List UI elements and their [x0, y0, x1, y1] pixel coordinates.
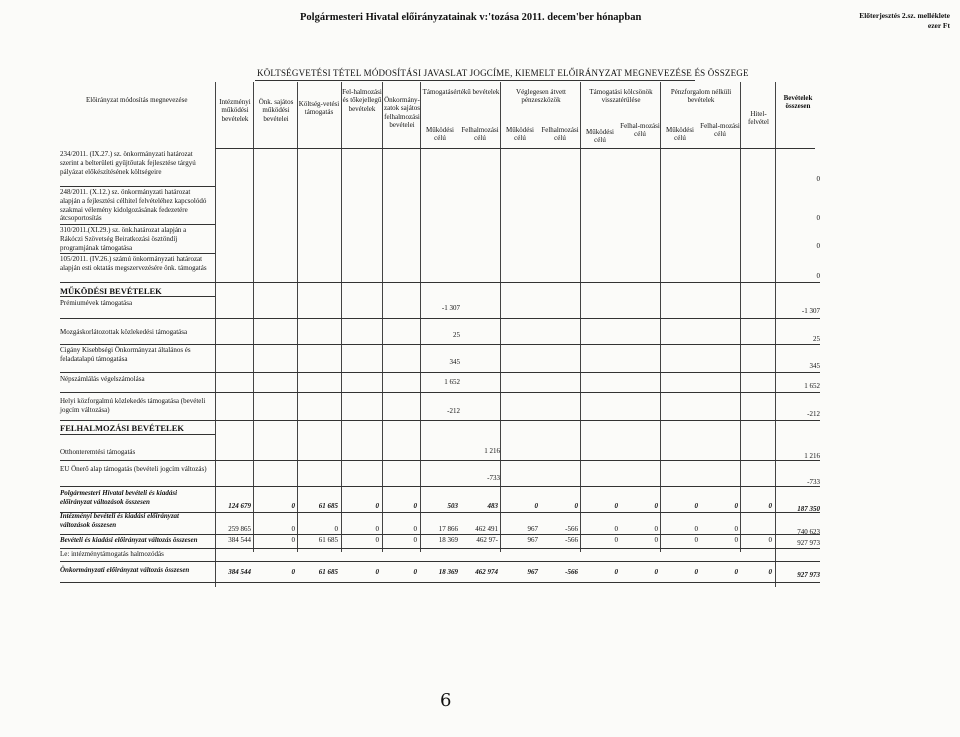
row-rule — [60, 392, 820, 393]
col-header-desc: Előirányzat módosítás megnevezése — [86, 96, 188, 104]
row-label: 248/2011. (X.12.) sz. önkormányzati határozat alapján a fejlesztési célhitel felvételéhez kapcsolódó szakmai vélemény kidolgozásának fedezetére átcsoportosítás — [60, 188, 207, 223]
row-value: 25 — [453, 331, 460, 339]
col-group-penzforgalom: Pénzforgalom nélküli bevételek — [670, 88, 732, 105]
row-rule — [60, 561, 820, 562]
row-rule — [60, 372, 820, 373]
row-value: 61 685 — [318, 536, 338, 544]
row-value: 0 — [614, 502, 618, 510]
row-rule — [60, 582, 820, 583]
row-value: 967 — [527, 525, 538, 533]
row-value: 0 — [291, 536, 295, 544]
row-label: 310/2011.(XI.29.) sz. önk.határozat alapján a Rákóczi Szövetség Beiratkozási ösztöndíj programjának támogatása — [60, 226, 187, 252]
row-value: -1 307 — [441, 304, 460, 312]
row-value: 0 — [694, 536, 698, 544]
row-total: 0 — [816, 242, 820, 250]
row-value: 0 — [654, 525, 658, 533]
section-heading: MŰKÖDÉSI BEVÉTELEK — [60, 286, 162, 296]
row-label: Cigány Kisebbségi Önkormányzat általános és feladatalapú támogatása — [60, 346, 191, 363]
row-total: 1 216 — [804, 452, 820, 460]
row-value: 259 865 — [228, 525, 251, 533]
row-value: 0 — [375, 502, 379, 510]
row-label: Önkormányzati előirányzat változás összesen — [60, 566, 190, 574]
row-value: 0 — [574, 502, 578, 510]
row-rule — [60, 420, 820, 421]
col-group-tamogatasi-kolcsonok: Támogatási kölcsönök visszatérülése — [589, 88, 653, 105]
row-total: 0 — [816, 214, 820, 222]
row-total: 345 — [809, 362, 820, 370]
row-value: 0 — [694, 525, 698, 533]
row-label: Le: intézménytámogatás halmozódás — [60, 550, 164, 558]
sub-header-mukodesi: Működési célú — [666, 126, 694, 143]
col-header-intezmenyi: Intézményi működési bevételek — [219, 98, 251, 123]
col-header-koltsegvetesi: Költség-vetési támogatás — [298, 100, 340, 117]
col-divider — [420, 82, 421, 552]
row-value: 0 — [375, 525, 379, 533]
row-value: 0 — [413, 536, 417, 544]
row-label: 105/2011. (IV.26.) számú önkormányzati határozat alapján esti oktatás megszervezésére önk. támogatás — [60, 255, 207, 272]
col-divider — [500, 82, 501, 552]
col-group-veglegesen: Véglegesen átvett pénzeszközök — [516, 88, 566, 105]
row-label: 234/2011. (IX.27.) sz. önkormányzati határozat szerint a belterületi gyűjtőutak fejlesztése tárgyú pályázat előkészítésének költségeire — [60, 150, 196, 176]
row-value: 967 — [527, 536, 538, 544]
col-divider — [297, 82, 298, 552]
row-value: 0 — [413, 502, 417, 510]
col-header-total: Bevételek összesen — [783, 94, 813, 111]
row-value: 0 — [654, 568, 658, 576]
row-total: -733 — [807, 478, 820, 486]
sub-header-mukodesi: Működési célú — [426, 126, 454, 143]
row-total: -1 307 — [801, 307, 820, 315]
header-bottom-rule — [215, 148, 815, 149]
row-rule — [60, 282, 820, 283]
row-value: 17 866 — [438, 525, 458, 533]
row-value: 0 — [375, 536, 379, 544]
row-label: Prémiumévek támogatása — [60, 299, 133, 307]
col-header-onkormanyzatok: Önkormány-zatok sajátos felhalmozási bevételei — [384, 96, 420, 130]
row-rule — [60, 253, 215, 254]
row-value: 124 679 — [228, 502, 251, 510]
row-total: 740 623 — [797, 528, 820, 536]
row-value: 967 — [527, 568, 538, 576]
page-number: 6 — [440, 690, 452, 711]
row-label: Otthonteremtési támogatás — [60, 448, 136, 456]
row-value: 0 — [291, 525, 295, 533]
row-label: EU Önerő alap támogatás (bevételi jogcím változás) — [60, 465, 207, 473]
row-value: 462 97- — [476, 536, 498, 544]
unit-label: ezer Ft — [927, 21, 950, 31]
row-label: Intézményi bevételi és kiadási előirányzat változások összesen — [60, 512, 179, 529]
row-label: Polgármesteri Hivatal bevételi és kiadási előirányzat változások összesen — [60, 489, 178, 506]
reference-note — [859, 11, 950, 31]
row-value: 483 — [487, 502, 498, 510]
row-value: 0 — [413, 568, 417, 576]
col-group-tamogatasertek: Támogatásértékű bevételek — [422, 88, 500, 96]
row-value: 0 — [614, 536, 618, 544]
row-value: 384 544 — [228, 536, 251, 544]
row-value: 61 685 — [318, 568, 338, 576]
row-label: Népszámlálás végelszámolása — [60, 375, 145, 383]
row-rule — [60, 460, 820, 461]
row-total: 0 — [816, 175, 820, 183]
row-value: 0 — [291, 568, 295, 576]
row-rule — [60, 344, 820, 345]
col-divider — [740, 82, 741, 552]
sub-header-felhal: Felhal-mozási célú — [620, 122, 660, 139]
col-divider — [341, 82, 342, 552]
row-value: 345 — [449, 358, 460, 366]
row-total: 25 — [813, 335, 820, 343]
col-divider — [660, 82, 661, 552]
row-value: 0 — [614, 568, 618, 576]
document-title: Polgármesteri Hivatal előirányzatainak v:'tozása 2011. decem'ber hónapban — [300, 12, 642, 23]
row-value: 61 685 — [318, 502, 338, 510]
row-value: 0 — [614, 525, 618, 533]
row-value: 384 544 — [228, 568, 251, 576]
row-value: 0 — [654, 536, 658, 544]
row-value: 0 — [734, 502, 738, 510]
row-total: 1 652 — [804, 382, 820, 390]
row-total: 187 350 — [797, 505, 820, 513]
col-header-felhalmozasi: Fel-halmozási és tőkejellegű bevételek — [342, 88, 382, 113]
row-total: -212 — [807, 410, 820, 418]
row-rule — [60, 224, 215, 225]
row-value: 1 652 — [444, 378, 460, 386]
sub-header-mukodesi: Működési célú — [586, 128, 614, 145]
row-rule — [60, 186, 215, 187]
row-value: 1 216 — [484, 447, 500, 455]
row-value: 503 — [447, 502, 458, 510]
sub-header-felhalmozasi: Felhalmozási célú — [461, 126, 499, 143]
sub-header-mukodesi: Működési célú — [506, 126, 534, 143]
row-value: 0 — [768, 568, 772, 576]
row-value: 462 491 — [475, 525, 498, 533]
row-value: 0 — [694, 568, 698, 576]
table-banner: KÖLTSÉGVETÉSI TÉTEL MÓDOSÍTÁSI JAVASLAT JOGCÍME, KIEMELT ELŐIRÁNYZAT MEGNEVEZÉSE ÉS ÖSSZEGE — [257, 68, 749, 78]
row-total: 927 973 — [797, 539, 820, 547]
row-value: -566 — [565, 536, 578, 544]
col-divider — [382, 82, 383, 552]
col-header-onk-sajatos: Önk. sajátos működési bevételei — [258, 98, 294, 123]
row-value: 0 — [694, 502, 698, 510]
row-value: 0 — [291, 502, 295, 510]
row-rule — [60, 296, 215, 297]
row-rule — [60, 486, 820, 487]
row-value: 0 — [654, 502, 658, 510]
row-value: 0 — [534, 502, 538, 510]
row-value: 0 — [734, 568, 738, 576]
row-label: Helyi közforgalmú közlekedés támogatása (bevételi jogcím változása) — [60, 397, 206, 414]
row-value: 0 — [375, 568, 379, 576]
row-label: Mozgáskorlátozottak közlekedési támogatása — [60, 328, 188, 336]
row-value: 0 — [734, 525, 738, 533]
row-rule — [60, 434, 215, 435]
row-value: -566 — [565, 568, 578, 576]
row-rule — [60, 534, 820, 535]
sub-header-felhal: Felhal-mozási célú — [700, 122, 740, 139]
row-rule — [60, 548, 820, 549]
row-rule — [60, 318, 820, 319]
row-value: 462 974 — [475, 568, 498, 576]
col-divider — [580, 82, 581, 552]
row-total: 0 — [816, 272, 820, 280]
col-header-hitel: Hitel-felvétel — [748, 110, 769, 127]
col-divider — [253, 82, 254, 552]
row-value: -733 — [487, 474, 500, 482]
section-heading: FELHALMOZÁSI BEVÉTELEK — [60, 423, 184, 433]
row-value: 0 — [734, 536, 738, 544]
row-label: Bevételi és kiadási előirányzat változás összesen — [60, 536, 198, 544]
banner-underline — [255, 80, 695, 81]
row-value: 18 369 — [438, 568, 458, 576]
row-value: -212 — [447, 407, 460, 415]
row-value: 0 — [768, 536, 772, 544]
row-value: -566 — [565, 525, 578, 533]
row-value: 18 369 — [438, 536, 458, 544]
row-value: 0 — [413, 525, 417, 533]
row-value: 0 — [334, 525, 338, 533]
attachment-label: Előterjesztés 2.sz. melléklete — [859, 11, 950, 20]
sub-header-felhalmozasi: Felhalmozási célú — [541, 126, 579, 143]
row-value: 0 — [768, 502, 772, 510]
row-total: 927 973 — [797, 571, 820, 579]
